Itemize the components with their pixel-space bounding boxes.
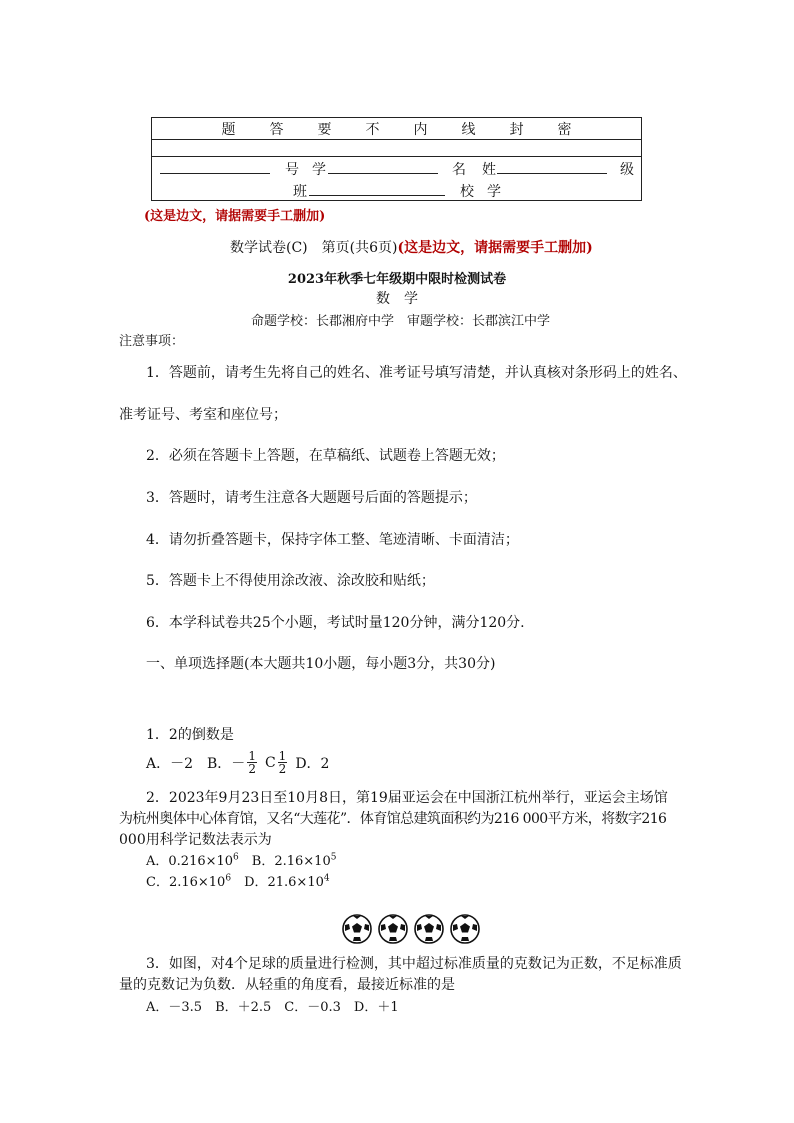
q2-line: 2．2023年9月23日至10月8日，第19届亚运会在中国浙江杭州举行，亚运会主场馆: [146, 790, 668, 806]
q1-option-c: C: [264, 754, 276, 771]
instruction-item: 准考证号、考室和座位号；: [119, 407, 287, 423]
q1-option-ab: A．－2 B．－: [146, 755, 246, 772]
seal-char: 封: [509, 121, 524, 138]
exam-subject: 数 学: [376, 291, 418, 307]
soccer-ball-icon: [450, 914, 480, 944]
seal-row-warning: [152, 118, 641, 140]
exponent: 6: [233, 852, 239, 863]
seal-char: 不: [365, 121, 380, 138]
margin-note: (这是边文，请据需要手工删加): [144, 209, 326, 224]
fraction: [247, 750, 257, 775]
instruction-item: 4．请勿折叠答题卡，保持字体工整、笔迹清晰、卡面清洁；: [146, 532, 519, 548]
q1-options: [146, 750, 329, 775]
label-char: 学: [487, 184, 501, 200]
exam-title: 2023年秋季七年级期中限时检测试卷: [287, 272, 507, 287]
label-char: 名: [452, 162, 466, 178]
q2-option-d: D．21.6×10: [231, 875, 324, 890]
seal-line-box: [151, 117, 642, 201]
label-char: 姓: [482, 162, 496, 178]
q1-option-d: D．2: [295, 755, 330, 772]
q2-options-cd: [146, 871, 330, 890]
seal-char: 线: [461, 121, 476, 138]
q3-line: 量的克数记为负数．从轻重的角度看，最接近标准的是: [119, 977, 455, 993]
exponent: 6: [225, 873, 232, 884]
q2-option-b: B．2.16×10: [238, 854, 331, 869]
exam-schools: 命题学校：长郡湘府中学 审题学校：长郡滨江中学: [251, 314, 551, 329]
q2-line: 为杭州奥体中心体育馆，又名“大莲花”．体育馆总建筑面积约为216 000平方米，将数字216: [119, 811, 667, 827]
instruction-item: 2．必须在答题卡上答题，在草稿纸、试题卷上答题无效；: [146, 448, 505, 464]
label-char: 号: [285, 162, 299, 178]
q3-options: A．－3.5 B．＋2.5 C．－0.3 D．＋1: [146, 1000, 399, 1015]
seal-char: 内: [413, 121, 428, 138]
seal-char: 密: [557, 121, 572, 138]
q2-options-ab: [146, 850, 336, 869]
instruction-item: 1．答题前，请考生先将自己的姓名、准考证号填写清楚，并认真核对条形码上的姓名、: [146, 365, 687, 381]
q2-option-c: C．2.16×10: [146, 875, 226, 890]
name-blank[interactable]: [497, 160, 607, 174]
student-id-blank[interactable]: [328, 160, 438, 174]
fraction-denominator: 2: [248, 762, 256, 776]
header-note: (这是边文，请据需要手工删加): [397, 240, 593, 256]
q2-line: 000用科学记数法表示为: [119, 832, 272, 848]
seal-row-fields: [152, 156, 641, 202]
instruction-item: 5．答题卡上不得使用涂改液、涂改胶和贴纸；: [146, 573, 435, 589]
soccer-ball-icon: [342, 914, 372, 944]
page-header: [230, 237, 593, 257]
fraction: [278, 750, 288, 775]
label-char: 级: [620, 162, 634, 178]
seal-char: 题: [221, 121, 236, 138]
header-text: 数学试卷(C) 第页(共6页): [230, 240, 398, 256]
instruction-item: 3．答题时，请考生注意各大题题号后面的答题提示；: [146, 490, 477, 506]
soccer-ball-icon: [414, 914, 444, 944]
section-heading: 一、单项选择题(本大题共10小题，每小题3分，共30分): [146, 656, 496, 672]
seal-char: 要: [317, 121, 332, 138]
q3-line: 3．如图，对4个足球的质量进行检测，其中超过标准质量的克数记为正数，不足标准质: [146, 956, 682, 972]
label-char: 校: [460, 184, 474, 200]
exponent: 4: [323, 873, 330, 884]
fraction-numerator: 1: [248, 749, 256, 763]
instruction-item: 6．本学科试卷共25个小题，考试时量120分钟，满分120分.: [146, 615, 525, 631]
seal-char: 答: [269, 121, 284, 138]
soccer-ball-icon: [378, 914, 408, 944]
q1-stem: 1．2的倒数是: [146, 727, 234, 743]
instructions-heading: 注意事项：: [119, 334, 185, 349]
label-char: 班: [293, 184, 307, 200]
fraction-denominator: 2: [278, 762, 287, 776]
exponent: 5: [330, 852, 337, 863]
blank-line: [160, 160, 270, 174]
label-char: 学: [312, 162, 326, 178]
seal-row-blank: [152, 139, 641, 157]
q2-option-a: A．0.216×10: [146, 854, 234, 869]
class-blank[interactable]: [309, 182, 445, 196]
fraction-numerator: 1: [278, 749, 287, 763]
